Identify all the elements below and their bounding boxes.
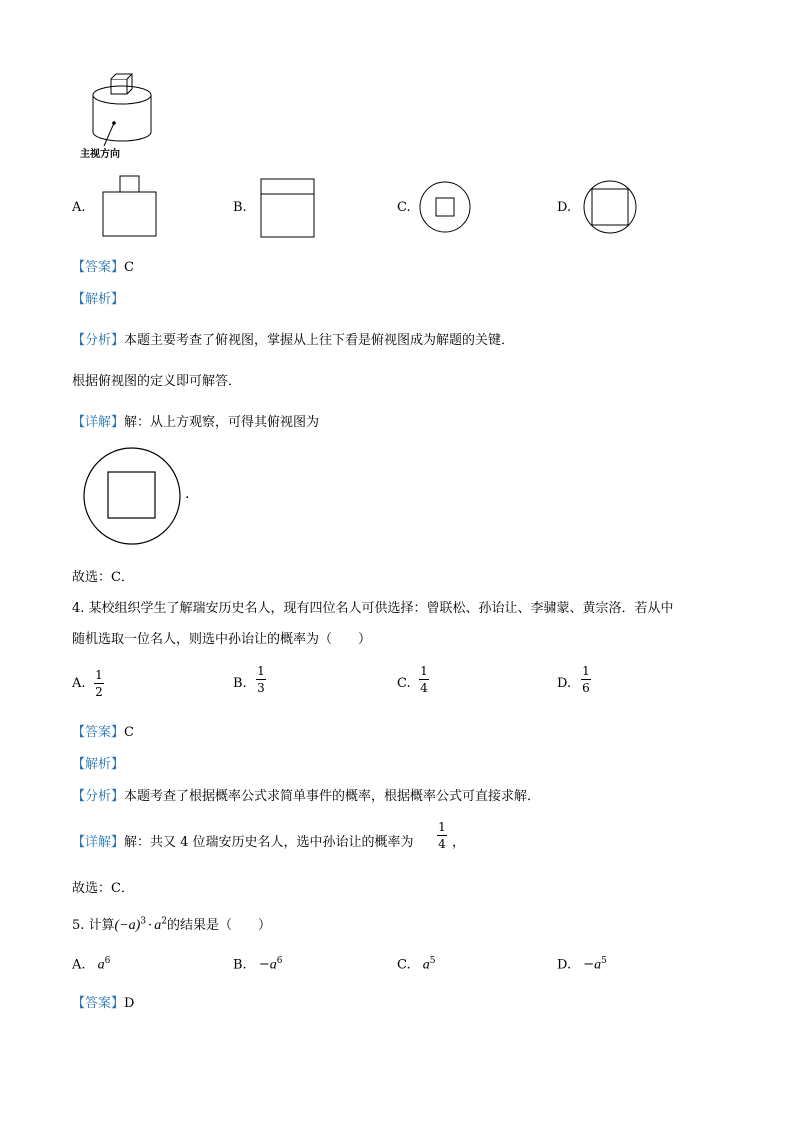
q4-solution-fraction: [436, 820, 448, 851]
q5-option-d: [557, 956, 607, 973]
q4-fenxi-tag: 【分析】: [72, 789, 125, 804]
q3-option-b-figure: [258, 176, 318, 240]
q5-option-b-sign: −: [258, 957, 270, 973]
q4-solution-comma: ，: [452, 835, 466, 850]
q5-option-d-label: D.: [557, 957, 572, 973]
q4-option-a-fraction: [93, 668, 105, 699]
q3-answer: C: [124, 260, 134, 275]
q5-option-a-label: A.: [72, 957, 86, 973]
q5-option-c: [397, 956, 436, 973]
q4-option-d-label: D.: [557, 676, 572, 691]
q5-expr-base: (−a): [114, 918, 141, 933]
q5-option-c-exp: 5: [429, 956, 436, 966]
fraction-numerator: 1: [257, 664, 265, 678]
q5-option-c-base: a: [422, 957, 430, 973]
q5-a: a: [154, 918, 162, 933]
q5-answer: D: [124, 996, 135, 1011]
q4-option-c-label: C.: [397, 676, 411, 691]
fraction-denominator: 4: [438, 837, 446, 851]
q3-option-a-figure: [100, 175, 160, 239]
q5-option-c-label: C.: [397, 957, 411, 973]
fraction-bar: [437, 835, 447, 836]
q5-dot: ·: [148, 918, 153, 933]
q3-option-a-label: A.: [72, 200, 86, 215]
q3-option-d-label: D.: [557, 200, 572, 215]
q5-option-d-base: a: [594, 957, 602, 973]
q5-option-b-exp: 6: [276, 956, 283, 966]
q3-answer-tag: 【答案】: [72, 260, 125, 275]
fraction-bar: [581, 679, 591, 680]
q5-option-b-base: a: [269, 957, 277, 973]
q3-xiangjie-tag: 【详解】: [72, 415, 125, 430]
q5-option-b-label: B.: [233, 957, 247, 973]
q3-fenxi-tag: 【分析】: [72, 333, 125, 348]
fraction-denominator: 3: [257, 681, 265, 695]
q4-option-b-label: B.: [233, 676, 247, 691]
q4-answer: C: [124, 725, 134, 740]
q4-option-d-fraction: [580, 664, 592, 695]
view-direction-label: 主视方向: [80, 149, 120, 160]
q5-answer-tag: 【答案】: [72, 996, 125, 1011]
q3-solution-period: .: [185, 486, 190, 502]
q3-option-d-figure: [583, 180, 639, 236]
q3-xiangjie-text: 解：从上方观察，可得其俯视图为: [124, 415, 320, 430]
q5-a-exponent: 2: [161, 916, 167, 927]
q3-option-c-figure: [418, 180, 474, 236]
fraction-denominator: 2: [95, 685, 103, 699]
q3-solution-figure: [82, 447, 186, 547]
q4-option-b-fraction: [255, 664, 267, 695]
cylinder-cube-figure: [80, 68, 160, 152]
q5-option-a: [72, 956, 110, 973]
fraction-bar: [419, 679, 429, 680]
q5-suffix: 的结果是（ ）: [166, 918, 271, 933]
q5-option-b: [233, 956, 282, 973]
fraction-numerator: 1: [438, 820, 446, 834]
q4-fenxi-text: 本题考查了根据概率公式求简单事件的概率，根据概率公式可直接求解．: [124, 789, 541, 804]
q3-option-b-label: B.: [233, 200, 247, 215]
q5-stem: [72, 914, 271, 934]
q4-stem-line2: 随机选取一位名人，则选中孙诒让的概率为（ ）: [72, 632, 372, 647]
q5-expr-exponent: 3: [140, 916, 147, 927]
q3-fenxi-text: 本题主要考查了俯视图，掌握从上往下看是俯视图成为解题的关键．: [124, 333, 515, 348]
q5-option-a-base: a: [97, 957, 105, 973]
q4-xiangjie-tag: 【详解】: [72, 835, 125, 850]
q4-stem-line1: 4. 某校组织学生了解瑞安历史名人，现有四位名人可供选择：曾联松、孙诒让、李骕蒙、黄宗洛．若从中: [72, 601, 674, 616]
fraction-denominator: 6: [582, 681, 590, 695]
fraction-bar: [94, 683, 104, 684]
q3-option-c-label: C.: [397, 200, 411, 215]
q5-option-a-exp: 6: [104, 956, 111, 966]
q5-prefix: 5. 计算: [72, 918, 115, 933]
q5-option-d-sign: −: [583, 957, 595, 973]
q3-analysis-tag: 【解析】: [72, 292, 125, 307]
q4-analysis-tag: 【解析】: [72, 757, 125, 772]
q3-choose: 故选：C．: [72, 570, 134, 585]
q4-option-c-fraction: [418, 664, 430, 695]
q4-choose: 故选：C．: [72, 881, 134, 896]
q3-explanation-line: 根据俯视图的定义即可解答．: [72, 374, 242, 389]
fraction-numerator: 1: [582, 664, 590, 678]
fraction-bar: [256, 679, 266, 680]
fraction-denominator: 4: [420, 681, 428, 695]
fraction-numerator: 1: [95, 668, 103, 682]
q4-option-a-label: A.: [72, 676, 86, 691]
q5-option-d-exp: 5: [601, 956, 607, 966]
q4-answer-tag: 【答案】: [72, 725, 125, 740]
q4-xiangjie-text: 解：共又 4 位瑞安历史名人，选中孙诒让的概率为: [124, 835, 414, 850]
fraction-numerator: 1: [420, 664, 428, 678]
